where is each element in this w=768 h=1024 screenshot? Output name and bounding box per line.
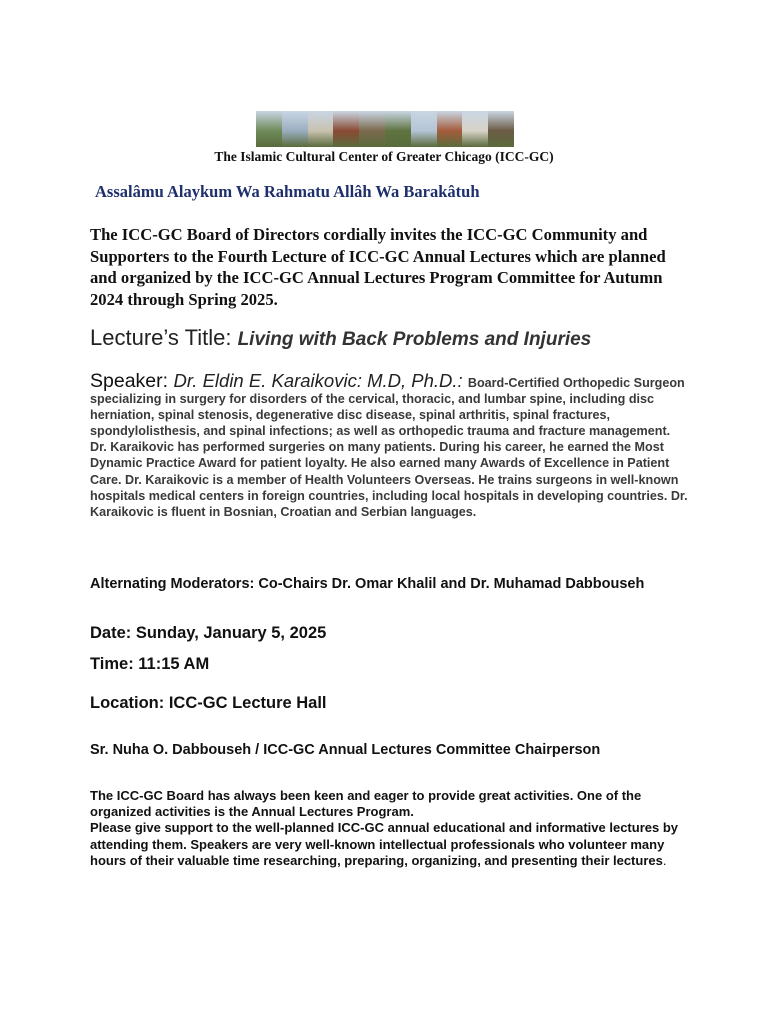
event-time: Time: 11:15 AM <box>90 655 210 673</box>
greeting: Assalâmu Alaykum Wa Rahmatu Allâh Wa Barakâtuh <box>95 182 480 201</box>
moderators: Alternating Moderators: Co-Chairs Dr. Omar Khalil and Dr. Muhamad Dabbouseh <box>90 576 645 592</box>
banner-segment <box>359 111 385 147</box>
banner-segment <box>462 111 488 147</box>
lecture-title-label: Lecture’s Title: <box>90 325 238 350</box>
banner-segment <box>256 111 282 147</box>
banner-segment <box>437 111 463 147</box>
banner-segment <box>488 111 514 147</box>
closing-paragraph <box>90 788 690 869</box>
speaker-section <box>90 370 690 520</box>
banner-segment <box>411 111 437 147</box>
event-date: Date: Sunday, January 5, 2025 <box>90 624 327 642</box>
invitation-paragraph: The ICC-GC Board of Directors cordially invites the ICC-GC Community and Supporters to the Fourth Lecture of ICC-GC Annual Lectures which are planned and organized by the ICC-GC Annual Lectures Program Committee for Autumn 2024 through Spring 2025. <box>90 225 666 309</box>
closing-line-1: The ICC-GC Board has always been keen and eager to provide great activities. One of the organized activities is the Annual Lectures Program. <box>90 788 642 820</box>
banner-segment <box>333 111 359 147</box>
event-location: Location: ICC-GC Lecture Hall <box>90 694 327 712</box>
closing-period: . <box>662 852 667 868</box>
banner-segment <box>308 111 334 147</box>
banner-segment <box>282 111 308 147</box>
lecture-title-value: Living with Back Problems and Injuries <box>237 329 592 350</box>
organization-name: The Islamic Cultural Center of Greater Chicago (ICC-GC) <box>214 149 554 164</box>
speaker-bio: Board-Certified Orthopedic Surgeon specializing in surgery for disorders of the cervical, thoracic, and lumbar spine, including disc herniation, spinal stenosis, degenerative disc disease, spinal arthritis, spinal fractures, spondylolisthesis, and spinal infections; as well as orthopedic trauma and fracture management. Dr. Karaikovic has performed surgeries on many patients. During his career, he earned the Most Dynamic Practice Award for patient loyalty. He also earned many Awards of Excellence in Patient Care. Dr. Karaikovic is a member of Health Volunteers Overseas. He trains surgeons in well-known hospitals medical centers in foreign countries, including local hospitals in developing countries. Dr. Karaikovic is fluent in Bosnian, Croatian and Serbian languages. <box>90 376 688 519</box>
header-banner-photo <box>256 111 514 147</box>
speaker-label: Speaker: <box>90 370 174 392</box>
speaker-name: Dr. Eldin E. Karaikovic: M.D, Ph.D.: <box>173 370 468 391</box>
banner-segment <box>385 111 411 147</box>
closing-line-2 <box>90 820 690 869</box>
committee-chairperson: Sr. Nuha O. Dabbouseh / ICC-GC Annual Lectures Committee Chairperson <box>90 742 601 758</box>
closing-line-2-text: Please give support to the well-planned ICC-GC annual educational and informative lectures by attending them. Speakers are very well-known intellectual professionals who volunteer many hours of their valuable time researching, preparing, organizing, and presenting their lectures <box>90 820 679 868</box>
lecture-title <box>90 325 591 351</box>
